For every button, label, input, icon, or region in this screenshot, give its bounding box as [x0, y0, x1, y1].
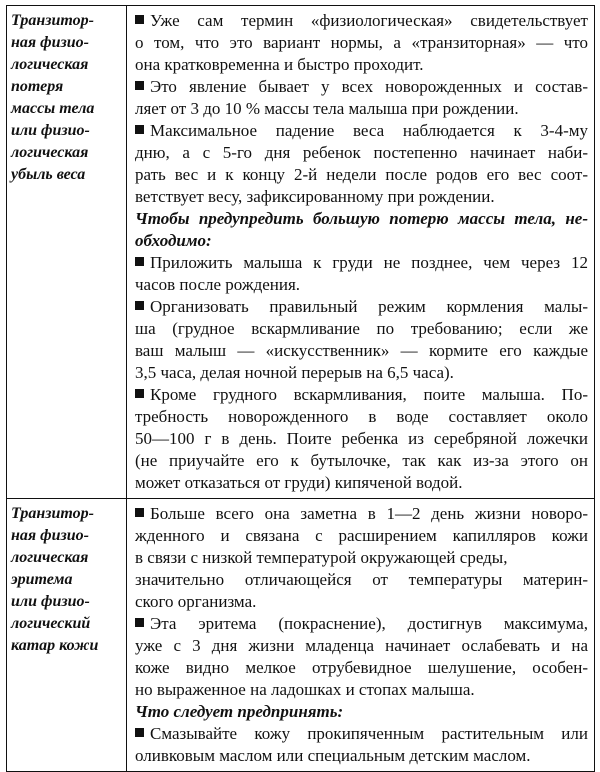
text-line: в связи с низкой температурой окружающей среды,: [135, 548, 508, 567]
term-line: логическая: [11, 56, 89, 73]
bullet-icon: [135, 389, 144, 398]
term-line: Транзитор-: [11, 505, 94, 522]
text-line: может отказаться от груди) кипяченой водой.: [135, 473, 463, 492]
term-line: логическая: [11, 549, 89, 566]
term-line: или физио-: [11, 122, 90, 139]
bullet-icon: [135, 257, 144, 266]
bullet-icon: [135, 15, 144, 24]
text-line: Чтобы предупредить большую потерю массы тела, не-: [135, 209, 588, 228]
text-line: дню, а с 5-го дня ребенок постепенно начинает наби-: [135, 143, 588, 162]
bullet-item: [135, 296, 588, 384]
text-line: 50—100 г в день. Поите ребенка из серебряной ложечки: [135, 429, 588, 448]
text-line: Это явление бывает у всех новорожденных и состав-: [135, 76, 588, 98]
text-line: 3,5 часа, делая ночной перерыв на 6,5 часа).: [135, 363, 454, 382]
term-cell: [7, 499, 127, 772]
bullet-icon: [135, 125, 144, 134]
term-line: потеря: [11, 78, 64, 95]
term-line: ная физио-: [11, 527, 89, 544]
term-line: логическая: [11, 144, 89, 161]
bullet-item: [135, 252, 588, 296]
text-line: Больше всего она заметна в 1—2 день жизни новоро-: [135, 503, 588, 525]
table-row: [7, 499, 595, 772]
term-cell: [7, 6, 127, 499]
bullet-item: [135, 10, 588, 76]
term-line: или физио-: [11, 593, 90, 610]
term-line: убыль веса: [11, 166, 86, 183]
text-line: Максимальное падение веса наблюдается к 3-4-му: [135, 120, 588, 142]
text-line: рать вес и к концу 2-й недели после родов его вес соот-: [135, 165, 588, 184]
text-line: Смазывайте кожу прокипяченным растительным или: [135, 723, 588, 745]
bullet-icon: [135, 508, 144, 517]
text-line: уже с 3 дня жизни младенца начинает ослабевать и на: [135, 636, 588, 655]
term-line: логический: [11, 615, 91, 632]
text-line: (не приучайте его к бутылочке, так как из-за этого он: [135, 451, 588, 470]
term-line: Транзитор-: [11, 12, 94, 29]
bullet-item: [135, 503, 588, 613]
bullet-item: [135, 120, 588, 208]
text-line: она кратковременна и быстро проходит.: [135, 55, 424, 74]
bullet-item: [135, 76, 588, 120]
text-line: Организовать правильный режим кормления малы-: [135, 296, 588, 318]
text-line: обходимо:: [135, 231, 212, 250]
text-line: Что следует предпринять:: [135, 702, 344, 721]
bullet-icon: [135, 81, 144, 90]
bullet-icon: [135, 301, 144, 310]
bullet-item: [135, 613, 588, 701]
section-heading: [135, 701, 588, 723]
text-line: ветствует весу, зафиксированному при рождении.: [135, 187, 495, 206]
bullet-icon: [135, 618, 144, 627]
text-line: жденного и связана с расширением капилляров кожи: [135, 526, 588, 545]
description-cell: [127, 6, 595, 499]
description-cell: [127, 499, 595, 772]
bullet-item: [135, 723, 588, 767]
text-line: Уже сам термин «физиологическая» свидетельствует: [135, 10, 588, 32]
text-line: коже видно мелкое отрубевидное шелушение, особен-: [135, 658, 588, 677]
text-line: ваш малыш — «искусственник» — кормите его каждые: [135, 341, 588, 360]
section-heading: [135, 208, 588, 252]
text-line: но выраженное на ладошках и стопах малыша.: [135, 680, 475, 699]
info-table: [6, 5, 595, 772]
text-line: ского организма.: [135, 592, 257, 611]
text-line: ляет от 3 до 10 % массы тела малыша при рождении.: [135, 99, 519, 118]
text-line: Кроме грудного вскармливания, поите малыша. По-: [135, 384, 588, 406]
text-line: Эта эритема (покраснение), достигнув максимума,: [135, 613, 588, 635]
text-line: Приложить малыша к груди не позднее, чем через 12: [135, 252, 588, 274]
term-line: ная физио-: [11, 34, 89, 51]
text-line: ша (грудное вскармливание по требованию; если же: [135, 319, 588, 338]
text-line: оливковым маслом или специальным детским маслом.: [135, 746, 531, 765]
text-line: требность новорожденного в воде составляет около: [135, 407, 588, 426]
term-line: массы тела: [11, 100, 95, 117]
text-line: часов после рождения.: [135, 275, 301, 294]
table-row: [7, 6, 595, 499]
text-line: значительно отличающейся от температуры материн-: [135, 570, 588, 589]
bullet-icon: [135, 728, 144, 737]
text-line: о том, что это вариант нормы, а «транзиторная» — что: [135, 33, 588, 52]
term-line: катар кожи: [11, 637, 99, 654]
bullet-item: [135, 384, 588, 494]
term-line: эритема: [11, 571, 73, 588]
